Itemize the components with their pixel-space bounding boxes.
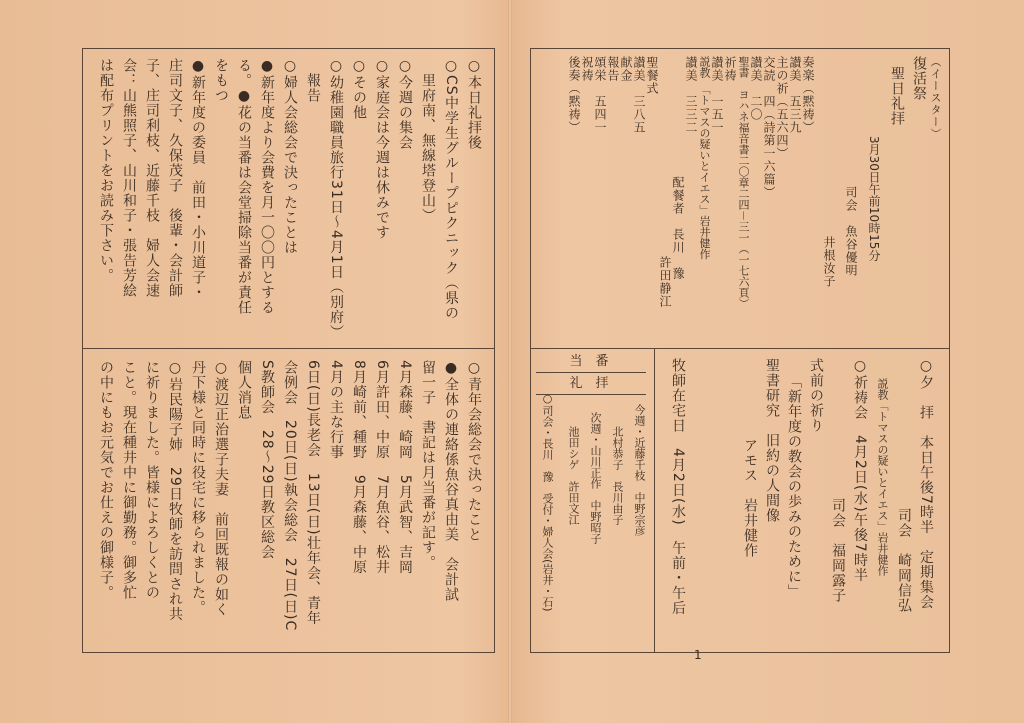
left-bottom-col: ●全体の連絡係魚谷真由美 会計試: [443, 360, 459, 602]
duty-box: [534, 352, 652, 648]
duty-box-divider: [654, 348, 655, 653]
duty-col: 池田シゲ 許田文江: [567, 426, 580, 525]
order-item: 頌栄 五四一: [593, 56, 607, 134]
easter-title: 復活祭: [911, 56, 927, 101]
order-item: 交読 四（詩第一六篇）: [762, 56, 776, 199]
duty-col: ○司会・長川 豫 受付・婦人会(岩井・石): [541, 392, 554, 612]
duty-subtitle: 礼 拝: [569, 376, 609, 391]
left-top-col: ○今週の集会: [397, 58, 413, 150]
left-top-section: [86, 58, 490, 342]
order-item: 説教 「トマスの疑いとイエス」岩井健作: [698, 56, 711, 260]
order-item: 許田静江: [658, 256, 672, 308]
left-bottom-col: 4月森藤、崎岡 5月武智、吉岡: [397, 360, 413, 575]
left-bottom-col: の中にもお元気でお仕えの御様子。: [98, 360, 114, 600]
left-top-col: 里府南、無線塔登山）: [420, 58, 436, 223]
service-time: 3月30日午前10時15分: [867, 136, 881, 262]
order-item: 讃美 三八五: [632, 56, 646, 134]
order-item: 祈祷: [723, 56, 737, 82]
order-item: 聖書 ヨハネ福音書二〇章二四－三一（一七六頁）: [737, 56, 750, 309]
left-bottom-col: ○青年会総会で決ったこと: [466, 360, 482, 542]
pastor-home-day: 牧師在宅日 4月2日(水) 午前・午后: [670, 358, 686, 616]
service-leader: 司会 魚谷優明: [844, 186, 858, 277]
left-top-col: 庄司文子、久保茂子 後輩・会計師: [167, 58, 183, 298]
order-item: 聖餐式: [645, 56, 659, 95]
left-top-col: 報告: [305, 58, 321, 103]
service-title: 聖日礼拝: [889, 66, 905, 126]
left-top-col: ●新年度より会費を月一〇〇円とする: [259, 58, 275, 315]
right-page-divider: [530, 348, 950, 349]
order-item: 祝祷: [580, 56, 594, 82]
evening-col: ○祈祷会 4月2日(水)午後7時半: [852, 358, 868, 583]
left-top-col: る。●花の当番は会堂掃除当番が責任: [236, 58, 252, 315]
left-top-col: ○本日礼拝後: [466, 58, 482, 150]
left-bottom-section: [86, 360, 490, 645]
left-bottom-col: 8月崎前、種野 9月森藤、中原: [351, 360, 367, 575]
left-top-col: 子、庄司利枝、近藤千枝 婦人会速: [144, 58, 160, 298]
order-item: 配餐者 長川 豫: [671, 176, 685, 280]
left-bottom-col: ○岩民陽子姉 29日牧師を訪問され共: [167, 360, 183, 622]
easter-header: （イースター）: [929, 56, 942, 140]
left-top-col: ○CS中学生グループピクニック（県の: [443, 58, 459, 321]
duty-col: 今週・近藤千枝 中野宗彦: [633, 404, 646, 536]
evening-meetings-section: [660, 358, 946, 648]
evening-col: アモス 岩井健作: [742, 438, 758, 558]
left-top-col: をもつ: [213, 58, 229, 103]
evening-col: 式前の祈り: [808, 358, 824, 433]
order-item: 讃美 五三九: [788, 56, 802, 134]
left-page-divider: [82, 348, 495, 349]
order-item: 主の祈（五六四）: [775, 56, 789, 160]
evening-col: ○夕 拝 本日午後7時半 定期集会: [918, 358, 934, 610]
left-top-col: ○家庭会は今週は休みです: [374, 58, 390, 240]
left-bottom-col: 個人消息: [236, 360, 252, 420]
left-bottom-col: 丹下様と同時に役宅に移られました。: [190, 360, 206, 615]
left-bottom-col: 留一子 書記は月当番が記す。: [420, 360, 436, 570]
duty-title: 当 番: [569, 354, 609, 369]
service-leader-2: 井根汝子: [822, 236, 836, 288]
order-item: 奏楽（黙祷）: [801, 56, 815, 134]
order-item: 報告: [606, 56, 620, 82]
left-top-col: ●新年度の委員 前田・小川道子・: [190, 58, 206, 300]
duty-col: 北村恭子 長川由子: [611, 426, 624, 525]
left-top-col: 会：山熊照子、山川和子・張告芳絵: [121, 58, 137, 298]
order-item: 讃美 三三二: [684, 56, 698, 134]
order-item: 後奏（黙祷）: [567, 56, 581, 134]
duty-col: 次週・山川正作 中野昭子: [589, 412, 602, 544]
order-item: 讃美 一五一: [710, 56, 724, 134]
left-bottom-col: 6月許田、中原 7月魚谷、松井: [374, 360, 390, 575]
service-order-section: [535, 56, 945, 344]
left-top-col: ○婦人会総会で決ったことは: [282, 58, 298, 255]
left-top-col: は配布プリントをお読み下さい。: [98, 58, 114, 283]
evening-col: 司会 福岡露子: [830, 498, 846, 603]
evening-col: 説教「トマスの疑いとイエス」岩井健作: [876, 378, 889, 576]
duty-subtitle-rule: [536, 394, 646, 395]
left-bottom-col: ○渡辺正治選子夫妻 前回既報の如く: [213, 360, 229, 617]
left-bottom-col: に祈りました。皆様によろしくとの: [144, 360, 160, 600]
order-item: 讃美 二〇: [749, 56, 763, 121]
evening-col: 司会 崎岡信弘: [896, 508, 912, 613]
duty-title-rule: [536, 372, 646, 373]
left-bottom-col: S教師会 28～29日教区総会: [259, 360, 275, 560]
left-bottom-col: 6日(日)長老会 13日(日)壮年会、青年: [305, 360, 321, 626]
evening-col: 「新年度の教会の歩みのために」: [786, 374, 802, 599]
left-top-col: ○その他: [351, 58, 367, 120]
center-fold: [508, 0, 512, 723]
page-number: 1: [694, 648, 702, 662]
order-item: 献金: [619, 56, 633, 82]
left-bottom-col: こと。現在種井中に御勤務。御多忙: [121, 360, 137, 600]
left-bottom-col: 会例会 20日(日)執会総会 27日(日)C: [282, 360, 298, 632]
left-top-col: ○幼稚園職員旅行31日～4月1日（別府）: [328, 58, 344, 340]
evening-col: 聖書研究 旧約の人間像: [764, 358, 780, 523]
left-bottom-col: 4月の主な行事: [328, 360, 344, 460]
